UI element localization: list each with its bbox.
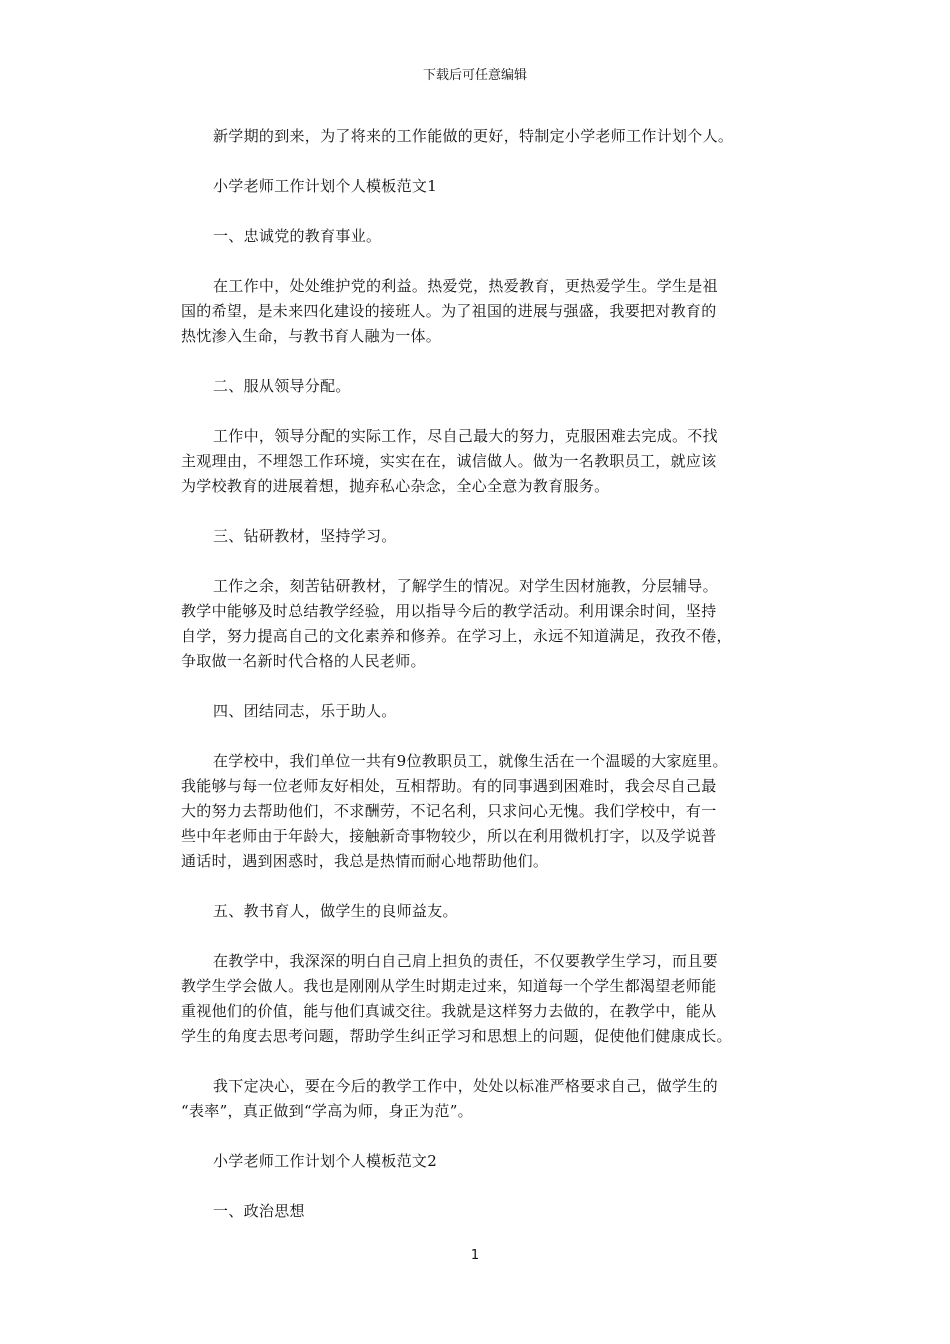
paragraph — [181, 1149, 781, 1174]
paragraph — [181, 224, 781, 249]
paragraph — [181, 124, 781, 149]
paragraph — [181, 749, 781, 874]
paragraph-line: 小学老师工作计划个人模板范文2 — [213, 1152, 438, 1170]
paragraph — [181, 424, 781, 499]
page-number: 1 — [470, 1248, 480, 1263]
paragraph-line: 我能够与每一位老师友好相处，互相帮助。有的同事遇到困难时，我会尽自己最 — [181, 777, 717, 795]
paragraph — [181, 274, 781, 349]
paragraph-line: 为学校教育的进展着想，抛弃私心杂念，全心全意为教育服务。 — [181, 477, 610, 495]
paragraph — [181, 174, 781, 199]
paragraph — [181, 949, 781, 1049]
paragraph-line: 大的努力去帮助他们，不求酬劳，不记名利，只求问心无愧。我们学校中，有一 — [181, 802, 717, 820]
paragraph — [181, 574, 781, 674]
paragraph-line: 一、忠诚党的教育事业。 — [213, 227, 382, 245]
page-header: 下载后可任意编辑 — [422, 68, 527, 83]
paragraph-line: 在工作中，处处维护党的利益。热爱党，热爱教育，更热爱学生。学生是祖 — [213, 277, 718, 295]
paragraph-line: 重视他们的价值，能与他们真诚交往。我就是这样努力去做的，在教学中，能从 — [181, 1002, 717, 1020]
paragraph — [181, 524, 781, 549]
paragraph-line: 在学校中，我们单位一共有9位教职员工，就像生活在一个温暖的大家庭里。 — [213, 752, 728, 770]
paragraph-line: 自学，努力提高自己的文化素养和修养。在学习上，永远不知道满足，孜孜不倦， — [181, 627, 732, 645]
paragraph — [181, 899, 781, 924]
paragraph-line: 通话时，遇到困惑时，我总是热情而耐心地帮助他们。 — [181, 852, 549, 870]
paragraph — [181, 374, 781, 399]
paragraph-line: 主观理由，不埋怨工作环境，实实在在，诚信做人。做为一名教职员工，就应该 — [181, 452, 717, 470]
paragraph-line: 五、教书育人，做学生的良师益友。 — [213, 902, 458, 920]
paragraph-line: 工作之余，刻苦钻研教材，了解学生的情况。对学生因材施教，分层辅导。 — [213, 577, 718, 595]
document-body — [181, 124, 781, 1249]
paragraph — [181, 1074, 781, 1124]
paragraph-line: 在教学中，我深深的明白自己肩上担负的责任，不仅要教学生学习，而且要 — [213, 952, 718, 970]
paragraph-line: 国的希望，是未来四化建设的接班人。为了祖国的进展与强盛，我要把对教育的 — [181, 302, 717, 320]
paragraph-line: 些中年老师由于年龄大，接触新奇事物较少，所以在利用微机打字，以及学说普 — [181, 827, 717, 845]
paragraph-line: 教学中能够及时总结教学经验，用以指导今后的教学活动。利用课余时间，坚持 — [181, 602, 717, 620]
paragraph-line: 三、钻研教材，坚持学习。 — [213, 527, 397, 545]
paragraph-line: 四、团结同志，乐于助人。 — [213, 702, 397, 720]
paragraph-line: 我下定决心，要在今后的教学工作中，处处以标准严格要求自己，做学生的 — [213, 1077, 718, 1095]
paragraph-line: 热忱渗入生命，与教书育人融为一体。 — [181, 327, 442, 345]
paragraph-line: 一、政治思想 — [213, 1202, 305, 1220]
paragraph-line: 教学生学会做人。我也是刚刚从学生时期走过来，知道每一个学生都渴望老师能 — [181, 977, 717, 995]
paragraph-line: 学生的角度去思考问题，帮助学生纠正学习和思想上的问题，促使他们健康成长。 — [181, 1027, 732, 1045]
paragraph-line: 小学老师工作计划个人模板范文1 — [213, 177, 438, 195]
paragraph-line: “表率”，真正做到“学高为师，身正为范”。 — [181, 1102, 473, 1120]
paragraph-line: 二、服从领导分配。 — [213, 377, 351, 395]
paragraph — [181, 1199, 781, 1224]
paragraph — [181, 699, 781, 724]
paragraph-line: 新学期的到来，为了将来的工作能做的更好，特制定小学老师工作计划个人。 — [213, 127, 734, 145]
paragraph-line: 争取做一名新时代合格的人民老师。 — [181, 652, 426, 670]
paragraph-line: 工作中，领导分配的实际工作，尽自己最大的努力，克服困难去完成。不找 — [213, 427, 718, 445]
